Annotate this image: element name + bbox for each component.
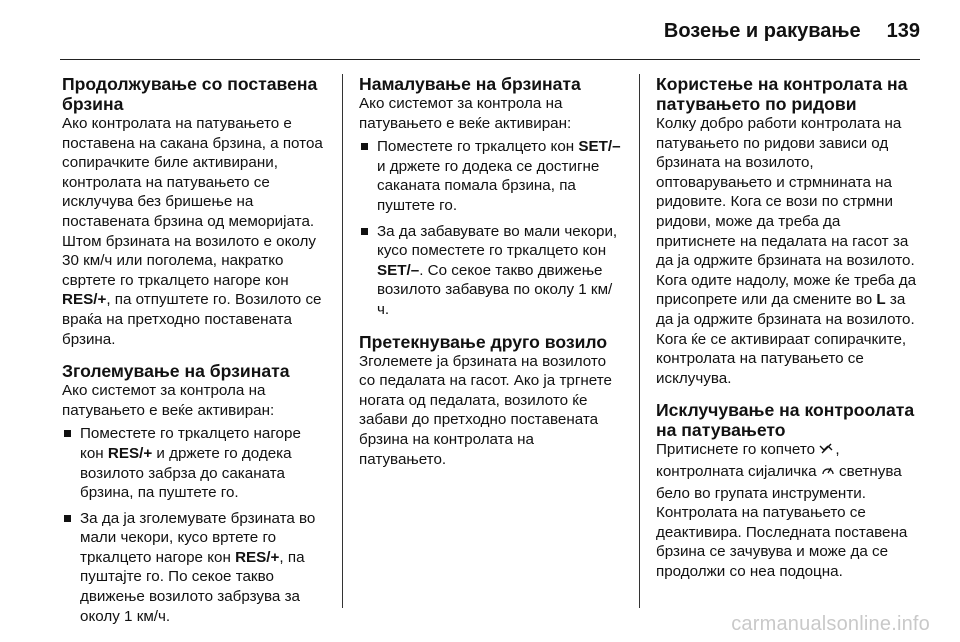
text: , па пуштајте го. По секое такво движење возилото забрзува за околу 1 км/ч. [80,548,305,625]
text: Поместете го тркалцето кон [377,138,579,156]
text: , контролната сијаличка [656,441,840,480]
column-2 [359,74,621,469]
paragraph: Зголемете ја брзината на возилото со педалата на гасот. Ако ја тргнете ногата од педалата, возилото ќе забави до претходно поставената брзина на контролата на патувањето. [359,352,612,468]
text: и држете го додека возилото забрза до саканата брзина, па пуштете го. [80,444,292,502]
section-heading: Користење на контролата на патувањето по ридови [656,74,908,114]
page-title: Возење и ракување [663,19,861,42]
list-item [359,222,621,320]
cruise-off-button-icon [819,442,835,462]
paragraph: Ако системот за контрола на патувањето е веќе активиран: [359,95,572,132]
page-header [60,14,920,48]
bullet-list [62,424,324,626]
section-heading: Намалување на брзината [359,74,581,94]
header-rule [60,59,920,60]
keyword: L [876,291,886,309]
paragraph [656,440,918,581]
keyword: RES/+ [62,291,107,309]
column-3 [656,74,918,581]
list-item [62,424,324,502]
paragraph [656,114,918,388]
text: Поместете го тркалцето нагоре кон [80,425,301,462]
list-item [62,509,324,627]
text: за да ја одржите брзината на возилото. Кога ќе се активираат сопирачките, контролата на патувањето се исклучува. [656,291,915,387]
text: Притиснете го копчето [656,441,820,459]
cruise-control-indicator-icon [821,464,835,484]
text: , па отпуштете го. Возилото се враќа на претходно поставената брзина. [62,291,322,348]
paragraph [62,114,324,349]
keyword: SET/– [377,261,420,279]
list-item [359,137,621,215]
column-divider [342,74,343,608]
column-divider [639,74,640,608]
text: . Со секое такво движење возилото забавува по околу 1 км/ч. [377,261,613,318]
text: Ако контролата на патувањето е поставена на сакана брзина, а потоа сопирачките биле активирани, контролата на патувањето се исклучува без бришење на поставената брзина од меморијата. Штом брзината на возилото е околу 30 км/ч или поголема, накратко свртете го тркалцето нагоре кон [62,115,323,289]
section-heading: Продолжување со поставена брзина [62,74,318,114]
text: За да забавувате во мали чекори, кусо поместете го тркалцето кон [377,222,618,260]
text: светнува бело во групата инструменти. Контролата на патувањето се деактивира. Последната поставена брзина се зачувува и може да се продолжи со неа подоцна. [656,462,908,580]
keyword: SET/– [578,138,621,156]
watermark: carmanualsonline.info [731,613,930,635]
page-number: 139 [886,19,920,42]
section-heading: Зголемување на брзината [62,361,290,382]
column-1 [62,74,324,632]
paragraph: Ако системот за контрола на патувањето е веќе активиран: [62,382,275,419]
text: Колку добро работи контролата на патувањето по ридови зависи од брзината на возилото, оптоварувањето и стрмнината на ридовите. Кога се вози по стрмни ридови, може да треба да притиснете на педалата на гасот за да ја одржите брзината на возилото. Кога одите надолу, може ќе треба да присопрете или да смените во [656,115,917,309]
text: и држете го додека се достигне саканата помала брзина, па пуштете го. [377,157,600,214]
keyword: RES/+ [107,444,153,462]
section-heading: Претекнување друго возило [359,331,608,352]
bullet-list [359,137,621,319]
keyword: RES/+ [235,548,280,566]
section-heading: Исклучување на контроолата на патувањето [656,400,915,441]
text: За да ја зголемувате брзината во мали чекори, кусо вртете го тркалцето нагоре кон [80,509,316,566]
